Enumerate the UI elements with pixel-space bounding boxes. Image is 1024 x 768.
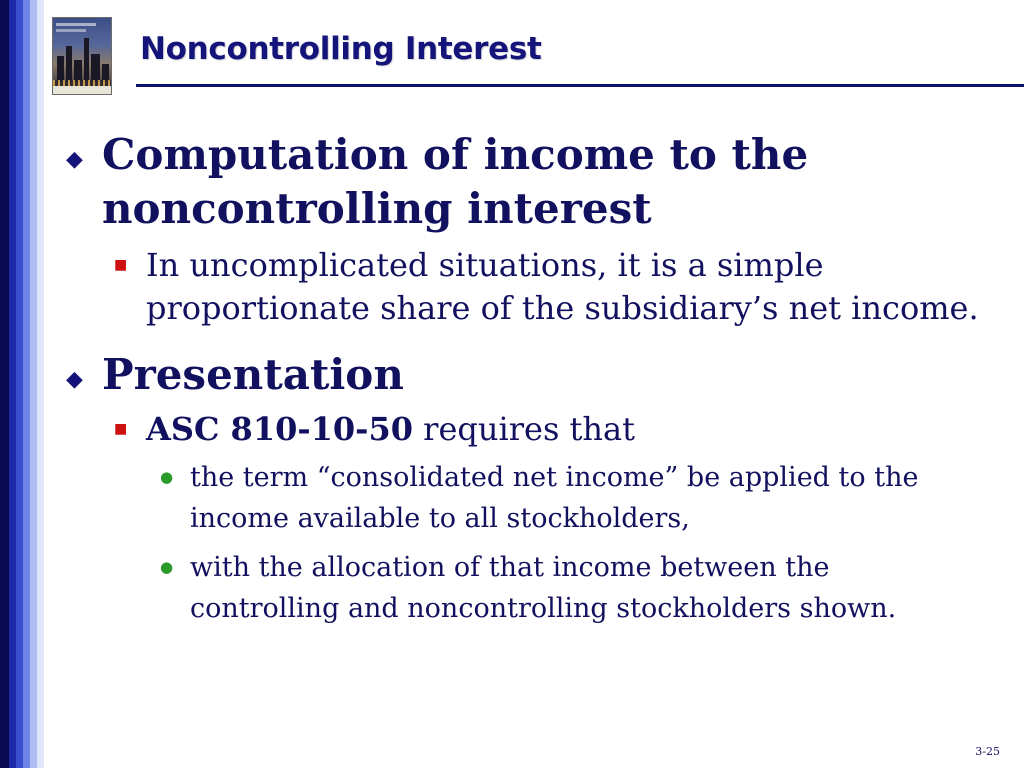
stripe xyxy=(37,0,44,768)
stripe xyxy=(16,0,23,768)
page-number: 3-25 xyxy=(975,745,1000,758)
bullet-level2 xyxy=(114,408,986,451)
logo-decoration xyxy=(56,23,96,26)
logo-decoration xyxy=(56,29,86,32)
stripe xyxy=(23,0,30,768)
bullet-text: requires that xyxy=(412,410,635,448)
bullet-text: with the allocation of that income between the controlling and noncontrolling stockholders shown. xyxy=(190,552,897,624)
slide-body xyxy=(66,128,986,629)
logo-building xyxy=(66,46,72,82)
book-cover-logo xyxy=(52,17,112,95)
logo-building xyxy=(84,38,89,82)
logo-building xyxy=(91,54,100,82)
logo-building xyxy=(57,56,64,82)
bullet-text: In uncomplicated situations, it is a simple proportionate share of the subsidiary’s net income. xyxy=(146,246,979,327)
bullet-level2 xyxy=(114,244,986,330)
square-bullet-icon: ■ xyxy=(114,257,128,273)
logo-author-band xyxy=(53,86,111,94)
stripe xyxy=(30,0,37,768)
bullet-level3 xyxy=(160,457,986,539)
stripe xyxy=(0,0,9,768)
dot-bullet-icon: ● xyxy=(160,558,174,576)
bullet-text: Computation of income to the noncontrolling interest xyxy=(102,130,809,233)
bullet-text: the term “consolidated net income” be applied to the income available to all stockholders, xyxy=(190,462,919,534)
bullet-text: Presentation xyxy=(102,350,404,399)
square-bullet-icon: ■ xyxy=(114,421,128,437)
left-decorative-stripes xyxy=(0,0,44,768)
bullet-level1 xyxy=(66,128,986,236)
bullet-level3 xyxy=(160,547,986,629)
slide-title: Noncontrolling Interest xyxy=(140,31,542,67)
logo-building xyxy=(74,60,82,82)
diamond-bullet-icon: ◆ xyxy=(66,146,83,172)
title-underline xyxy=(136,84,1024,87)
stripe xyxy=(9,0,16,768)
bullet-bold-text: ASC 810-10-50 xyxy=(146,410,413,448)
bullet-level1 xyxy=(66,348,986,402)
dot-bullet-icon: ● xyxy=(160,468,174,486)
diamond-bullet-icon: ◆ xyxy=(66,366,83,392)
